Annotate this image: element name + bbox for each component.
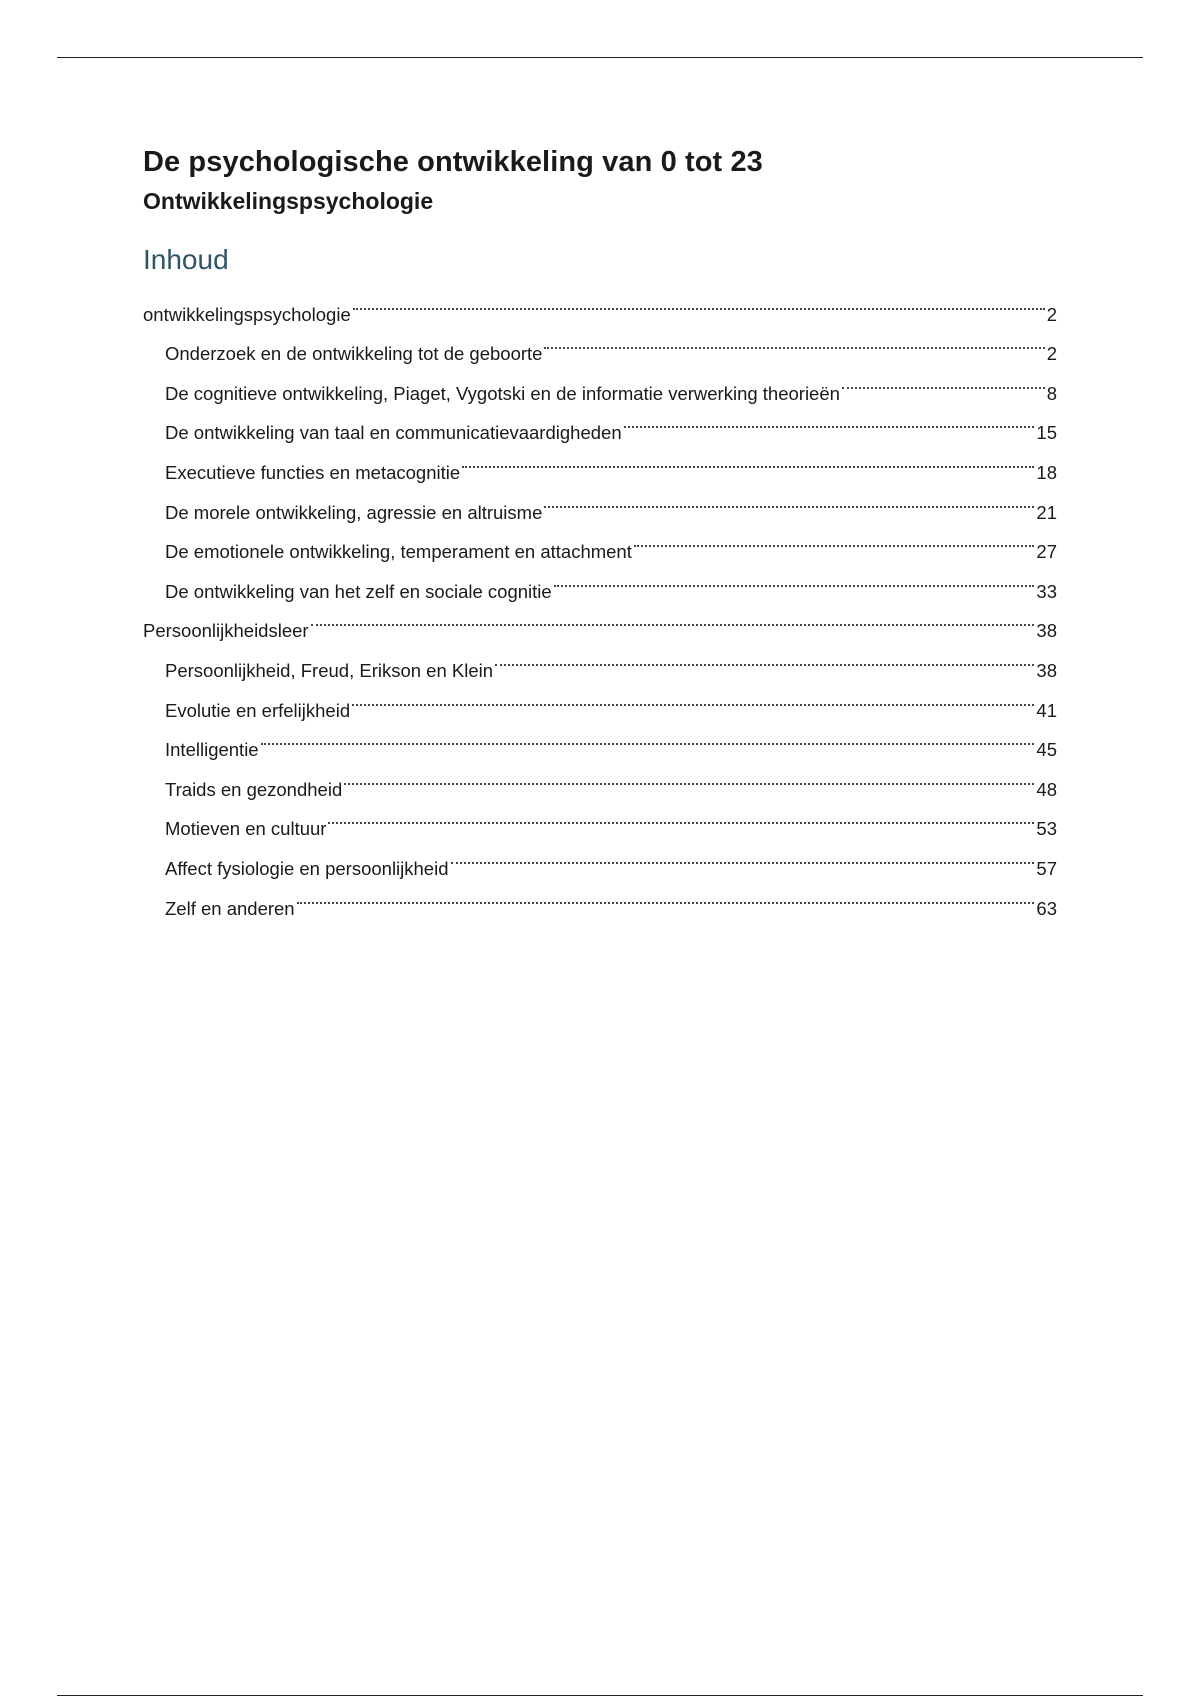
toc-dot-leader <box>842 360 1045 400</box>
table-of-contents <box>143 281 1057 919</box>
toc-dot-leader <box>328 796 1034 836</box>
toc-entry-label: De cognitieve ontwikkeling, Piaget, Vygotski en de informatie verwerking theorieën <box>165 382 840 404</box>
toc-entry-label: Evolutie en erfelijkheid <box>165 699 351 721</box>
toc-entry-label: Persoonlijkheidsleer <box>143 620 309 642</box>
toc-entry-page-number: 27 <box>1036 541 1057 563</box>
toc-dot-leader <box>462 439 1034 479</box>
toc-entry-page-number: 63 <box>1036 897 1057 919</box>
toc-entry-page-number: 33 <box>1036 580 1057 602</box>
toc-dot-leader <box>352 677 1034 717</box>
toc-entry-page-number: 48 <box>1036 778 1057 800</box>
toc-dot-leader <box>311 598 1035 638</box>
toc-dot-leader <box>554 558 1035 598</box>
toc-entry-page-number: 45 <box>1036 739 1057 761</box>
toc-entry-page-number: 8 <box>1046 382 1057 404</box>
toc-dot-leader <box>495 637 1034 677</box>
document-subtitle: Ontwikkelingspsychologie <box>143 188 434 214</box>
toc-entry-page-number: 2 <box>1046 343 1057 365</box>
toc-entry-label: ontwikkelingspsychologie <box>143 303 351 325</box>
toc-entry[interactable] <box>143 281 1057 325</box>
toc-entry-page-number: 53 <box>1036 818 1057 840</box>
toc-dot-leader <box>544 479 1034 519</box>
toc-dot-leader <box>344 756 1034 796</box>
toc-entry-page-number: 2 <box>1046 303 1057 325</box>
toc-entry-page-number: 57 <box>1036 857 1057 879</box>
toc-dot-leader <box>544 321 1044 361</box>
toc-entry-page-number: 18 <box>1036 461 1057 483</box>
toc-heading: Inhoud <box>143 244 229 275</box>
toc-entry-label: Executieve functies en metacognitie <box>165 461 461 483</box>
document-title: De psychologische ontwikkeling van 0 tot 23 <box>143 146 763 178</box>
footer-rule <box>57 1695 1143 1696</box>
toc-entry-label: Traids en gezondheid <box>165 778 343 800</box>
toc-entry-label: Zelf en anderen <box>165 897 295 919</box>
toc-entry-label: De morele ontwikkeling, agressie en altruisme <box>165 501 543 523</box>
toc-entry-label: Affect fysiologie en persoonlijkheid <box>165 857 449 879</box>
toc-entry-label: Onderzoek en de ontwikkeling tot de geboorte <box>165 343 543 365</box>
toc-entry-page-number: 41 <box>1036 699 1057 721</box>
toc-entry-page-number: 21 <box>1036 501 1057 523</box>
header-rule <box>57 57 1143 58</box>
toc-entry-page-number: 15 <box>1036 422 1057 444</box>
toc-dot-leader <box>624 400 1035 440</box>
toc-entry-label: Intelligentie <box>165 739 259 761</box>
toc-entry-label: Motieven en cultuur <box>165 818 327 840</box>
toc-dot-leader <box>634 519 1035 559</box>
toc-dot-leader <box>261 717 1035 757</box>
toc-entry-page-number: 38 <box>1036 620 1057 642</box>
toc-entry[interactable] <box>143 756 1057 800</box>
toc-entry[interactable] <box>143 717 1057 761</box>
toc-entry-label: De ontwikkeling van taal en communicatievaardigheden <box>165 422 622 444</box>
toc-dot-leader <box>353 281 1045 321</box>
toc-entry-page-number: 38 <box>1036 659 1057 681</box>
toc-entry-label: Persoonlijkheid, Freud, Erikson en Klein <box>165 659 494 681</box>
toc-dot-leader <box>297 875 1035 915</box>
toc-dot-leader <box>451 835 1035 875</box>
toc-entry-label: De emotionele ontwikkeling, temperament en attachment <box>165 541 632 563</box>
toc-entry-label: De ontwikkeling van het zelf en sociale cognitie <box>165 580 552 602</box>
page-content <box>143 140 1057 919</box>
